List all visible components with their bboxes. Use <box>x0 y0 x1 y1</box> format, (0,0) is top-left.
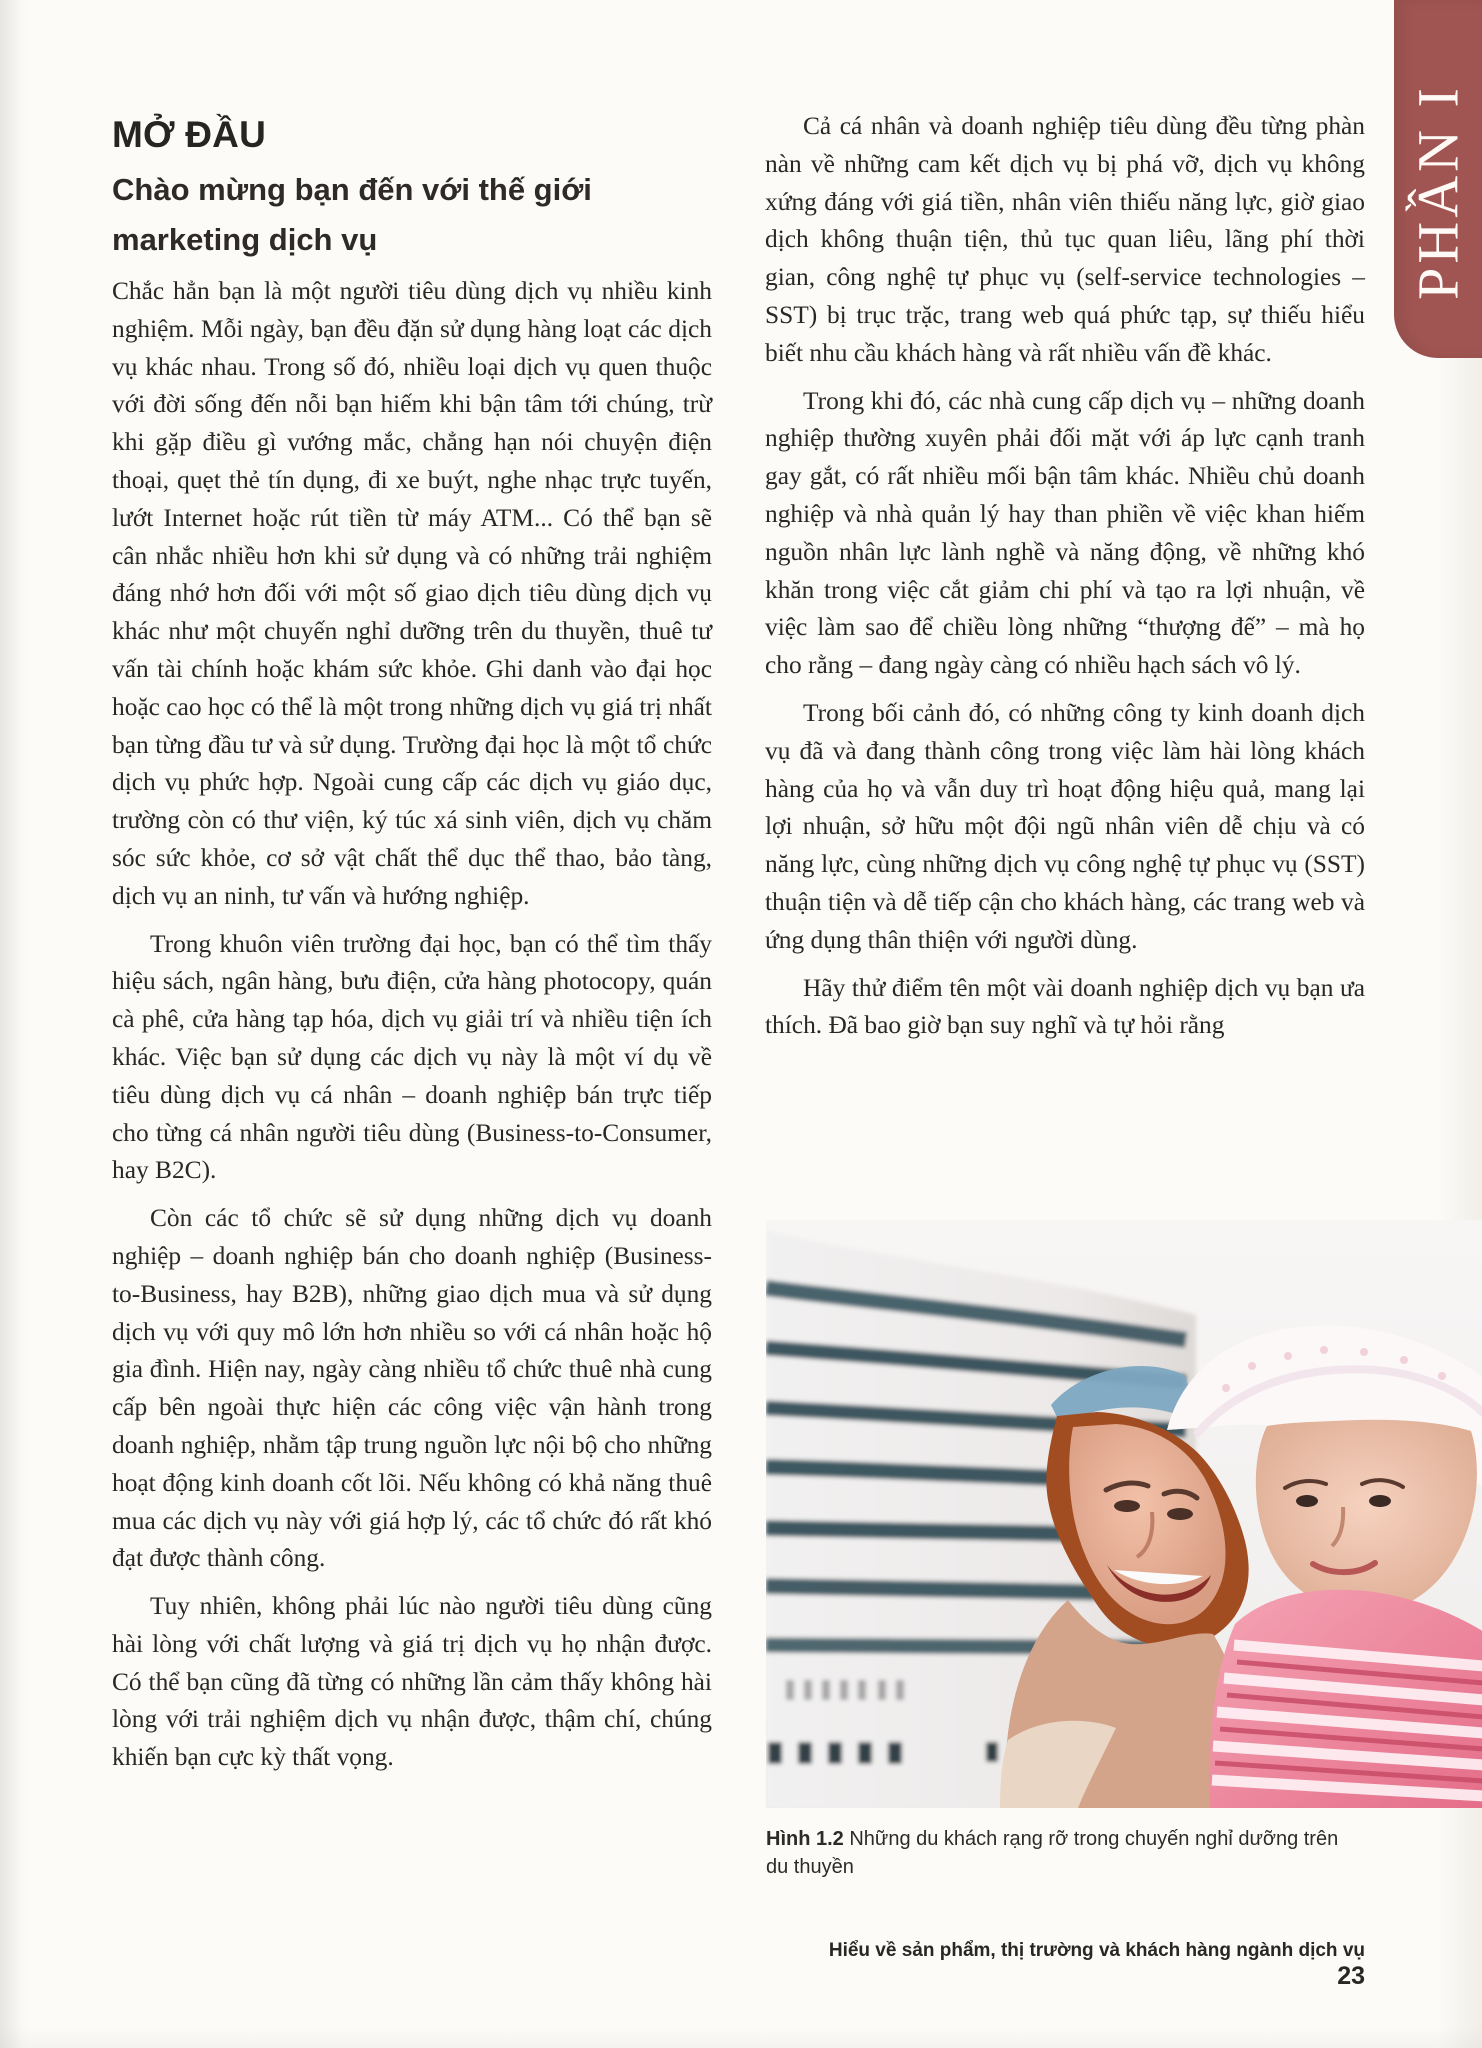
page-footer <box>765 1940 1365 1991</box>
body-paragraph: Chắc hẳn bạn là một người tiêu dùng dịch vụ nhiều kinh nghiệm. Mỗi ngày, bạn đều đặn sử dụng hàng loạt các dịch vụ khác nhau. Trong số đó, nhiều loại dịch vụ quen thuộc với đời sống đến nỗi bạn hiếm khi bận tâm tới chúng, trừ khi gặp điều gì vướng mắc, chẳng hạn nói chuyện điện thoại, quẹt thẻ tín dụng, đi xe buýt, nghe nhạc trực tuyến, lướt Internet hoặc rút tiền từ máy ATM... Có thể bạn sẽ cân nhắc nhiều hơn khi sử dụng và có những trải nghiệm đáng nhớ hơn đối với một số giao dịch tiêu dùng dịch vụ khác như một chuyến nghỉ dưỡng trên du thuyền, thuê tư vấn tài chính hoặc khám sức khỏe. Ghi danh vào đại học hoặc cao học có thể là một trong những dịch vụ giá trị nhất bạn từng đầu tư và sử dụng. Trường đại học là một tổ chức dịch vụ phức hợp. Ngoài cung cấp các dịch vụ giáo dục, trường còn có thư viện, ký túc xá sinh viên, dịch vụ chăm sóc sức khỏe, cơ sở vật chất thể dục thể thao, bảo tàng, dịch vụ an ninh, tư vấn và hướng nghiệp. <box>112 277 712 910</box>
cruise-tourists-photo <box>766 1220 1482 1808</box>
page-number: 23 <box>1337 1962 1365 1990</box>
body-paragraph: Tuy nhiên, không phải lúc nào người tiêu dùng cũng hài lòng với chất lượng và giá trị dịch vụ họ nhận được. Có thể bạn cũng đã từng có những lần cảm thấy không hài lòng với trải nghiệm dịch vụ nhận được, thậm chí, chúng khiến bạn cực kỳ thất vọng. <box>112 1592 712 1772</box>
body-paragraph: Trong bối cảnh đó, có những công ty kinh doanh dịch vụ đã và đang thành công trong việc làm hài lòng khách hàng của họ và vẫn duy trì hoạt động hiệu quả, mang lại lợi nhuận, sở hữu một đội ngũ nhân viên dễ chịu và có năng lực, cùng những dịch vụ công nghệ tự phục vụ (SST) thuận tiện và dễ tiếp cận cho khách hàng, các trang web và ứng dụng thân thiện với người dùng. <box>765 698 1365 954</box>
body-paragraph: Hãy thử điểm tên một vài doanh nghiệp dịch vụ bạn ưa thích. Đã bao giờ bạn suy nghĩ và tự hỏi rằng <box>765 973 1365 1040</box>
section-subtitle: Chào mừng bạn đến với thế giới marketing dịch vụ <box>112 172 592 257</box>
page-edge-shadow-bottom <box>0 2026 1482 2048</box>
body-paragraph: Cả cá nhân và doanh nghiệp tiêu dùng đều từng phàn nàn về những cam kết dịch vụ bị phá vỡ, dịch vụ không xứng đáng với giá tiền, nhân viên thiếu năng lực, giờ giao dịch không thuận tiện, thủ tục quan liêu, lãng phí thời gian, công nghệ tự phục vụ (self-service technologies – SST) bị trục trặc, trang web quá phức tạp, sự thiếu hiểu biết nhu cầu khách hàng và rất nhiều vấn đề khác. <box>765 112 1365 367</box>
section-title: MỞ ĐẦU <box>112 114 267 155</box>
left-column <box>112 108 712 1777</box>
part-tab-label: PHẦN I <box>1405 84 1471 300</box>
right-column <box>765 108 1365 1045</box>
part-tab <box>1394 0 1482 358</box>
body-paragraph: Trong khi đó, các nhà cung cấp dịch vụ – những doanh nghiệp thường xuyên phải đối mặt với áp lực cạnh tranh gay gắt, có rất nhiều mối bận tâm khác. Nhiều chủ doanh nghiệp và nhà quản lý hay than phiền về việc khan hiếm nguồn nhân lực lành nghề và năng động, về những khó khăn trong việc cắt giảm chi phí và tạo ra lợi nhuận, về việc làm sao để chiều lòng những “thượng đế” – mà họ cho rằng – đang ngày càng có nhiều hạch sách vô lý. <box>765 386 1365 680</box>
page-edge-shadow-left <box>0 0 22 2048</box>
figure-caption-text: Những du khách rạng rỡ trong chuyến nghỉ dưỡng trên du thuyền <box>766 1828 1339 1878</box>
body-paragraph: Còn các tổ chức sẽ sử dụng những dịch vụ doanh nghiệp – doanh nghiệp bán cho doanh nghiệp (Business-to-Business, hay B2B), những giao dịch mua và sử dụng dịch vụ với quy mô lớn hơn nhiều so với cá nhân hoặc hộ gia đình. Hiện nay, ngày càng nhiều tổ chức thuê nhà cung cấp bên ngoài thực hiện các công việc vận hành trong doanh nghiệp, nhằm tập trung nguồn lực nội bộ cho những hoạt động kinh doanh cốt lõi. Nếu không có khả năng thuê mua các dịch vụ này với giá hợp lý, các tổ chức đó rất khó đạt được thành công. <box>112 1204 712 1573</box>
running-title: Hiểu về sản phẩm, thị trường và khách hàng ngành dịch vụ <box>828 1940 1365 1961</box>
cruise-tourists-illustration <box>766 1220 1482 1808</box>
body-paragraph: Trong khuôn viên trường đại học, bạn có thể tìm thấy hiệu sách, ngân hàng, bưu điện, cửa hàng photocopy, quán cà phê, cửa hàng tạp hóa, dịch vụ giải trí và nhiều tiện ích khác. Việc bạn sử dụng các dịch vụ này là một ví dụ về tiêu dùng dịch vụ cá nhân – doanh nghiệp bán trực tiếp cho từng cá nhân người tiêu dùng (Business-to-Consumer, hay B2C). <box>112 929 712 1185</box>
figure-caption <box>766 1825 1346 1881</box>
figure-label: Hình 1.2 <box>766 1828 844 1850</box>
